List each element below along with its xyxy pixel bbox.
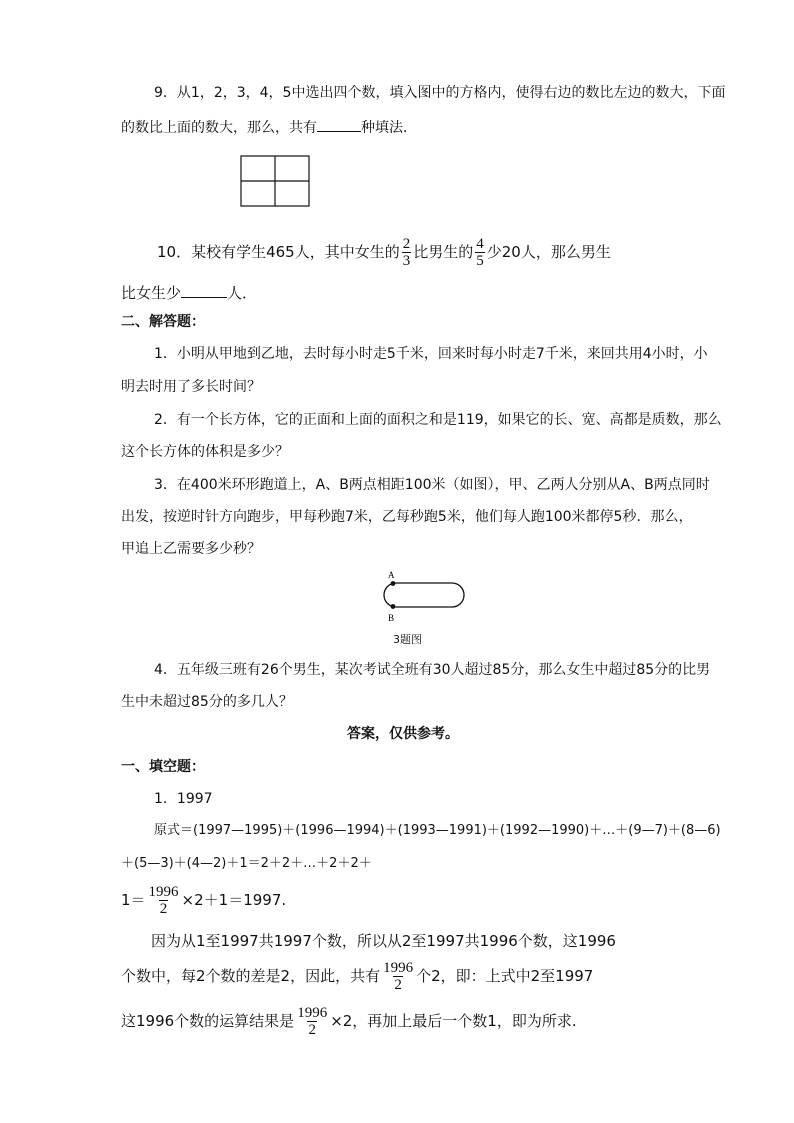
q10-mid: 比男生的: [413, 243, 474, 261]
explanation-line2: [121, 956, 593, 996]
figure-caption: 3题图: [393, 633, 422, 646]
point-a-label: A: [388, 570, 395, 580]
fraction-1996-2: [148, 884, 180, 917]
s2-p4-line1: 4．五年级三班有26个男生，某次考试全班有30人超过85分，那么女生中超过85分的比男: [154, 662, 711, 678]
explanation-line2-pre: 个数中，每2个数的差是2，因此，共有: [121, 967, 381, 985]
track-figure: [380, 569, 470, 625]
point-b-label: B: [388, 613, 395, 623]
q10-fraction-2-3: [402, 236, 412, 269]
q9-line1: 9．从1，2，3，4，5中选出四个数，填入图中的方格内，使得右边的数比左边的数大，下面: [154, 85, 726, 101]
s2-p2-line2: 这个长方体的体积是多少？: [121, 444, 289, 460]
fraction-denominator: 5: [476, 252, 484, 269]
s2-p2-line1: 2．有一个长方体，它的正面和上面的面积之和是119，如果它的长、宽、高都是质数，那么: [154, 412, 722, 428]
fraction-numerator: 2: [402, 235, 411, 252]
track-oval: [384, 583, 464, 607]
s2-p3-line2: 出发，按逆时针方向跑步，甲每秒跑7米，乙每秒跑5米，他们每人跑100米都停5秒．那么，: [121, 509, 693, 525]
explanation-line2-post: 个2，即：上式中2至1997: [416, 967, 594, 985]
answer-1-formula-line3: [121, 880, 286, 920]
fraction-numerator: 1996: [383, 959, 414, 976]
answer-1-formula-line3-post: ×2＋1＝1997.: [181, 891, 287, 909]
fraction-numerator: 4: [476, 235, 484, 252]
q10-line2: [121, 283, 257, 302]
explanation-line3: [121, 1001, 577, 1041]
answer-1-formula-line2: ＋(5—3)＋(4—2)＋1＝2＋2＋…＋2＋2＋: [121, 856, 372, 871]
answer-1-formula-line3-pre: 1＝: [121, 891, 146, 909]
point-a-dot: [391, 581, 396, 586]
s2-p1-line1: 1．小明从甲地到乙地，去时每小时走5千米，回来时每小时走7千米，来回共用4小时，小: [154, 346, 708, 362]
section2-title: 二、解答题：: [121, 314, 205, 330]
explanation-line3-post: ×2，再加上最后一个数1，即为所求.: [330, 1012, 577, 1030]
q9-line2: [121, 117, 417, 137]
answers-title: 答案，仅供参考。: [347, 726, 459, 742]
answer-1: 1．1997: [154, 791, 213, 807]
fraction-denominator: 3: [402, 252, 411, 269]
fraction-numerator: 1996: [297, 1004, 328, 1021]
q9-line2-post: 种填法．: [361, 120, 417, 136]
answers-section1-title: 一、填空题：: [121, 759, 205, 775]
fraction-denominator: 2: [394, 976, 402, 993]
explanation-line3-pre: 这1996个数的运算结果是: [121, 1012, 295, 1030]
fraction-1996-2: [382, 960, 414, 993]
s2-p1-line2: 明去时用了多长时间？: [121, 379, 261, 395]
q10-answer-blank: [181, 283, 227, 298]
q9-answer-blank: [317, 117, 361, 132]
s2-p3-line3: 甲追上乙需要多少秒？: [121, 541, 261, 557]
fraction-1996-2: [296, 1005, 328, 1038]
q10-fraction-4-5: [475, 236, 485, 269]
explanation-line1: 因为从1至1997共1997个数，所以从2至1997共1996个数，这1996: [151, 932, 616, 950]
s2-p4-line2: 生中未超过85分的多几人？: [121, 694, 293, 710]
q10-line2-pre: 比女生少: [121, 284, 182, 302]
q10-post: 少20人，那么男生: [486, 243, 611, 261]
q10-line2-post: 人．: [227, 284, 258, 302]
q10-line1: [157, 232, 611, 272]
fraction-denominator: 2: [159, 900, 168, 917]
q9-grid-figure: [240, 155, 312, 209]
q9-line2-pre: 的数比上面的数大，那么，共有: [121, 120, 317, 136]
fraction-denominator: 2: [308, 1021, 316, 1038]
s2-p3-line1: 3．在400米环形跑道上，A、B两点相距100米（如图），甲、乙两人分别从A、B两点同时: [154, 477, 710, 493]
answer-1-formula-line1: 原式＝(1997—1995)＋(1996—1994)＋(1993—1991)＋(1992—1990)＋…＋(9—7)＋(8—6): [154, 823, 721, 838]
fraction-numerator: 1996: [148, 883, 179, 900]
point-b-dot: [391, 604, 396, 609]
q10-pre: 10．某校有学生465人，其中女生的: [157, 243, 400, 261]
